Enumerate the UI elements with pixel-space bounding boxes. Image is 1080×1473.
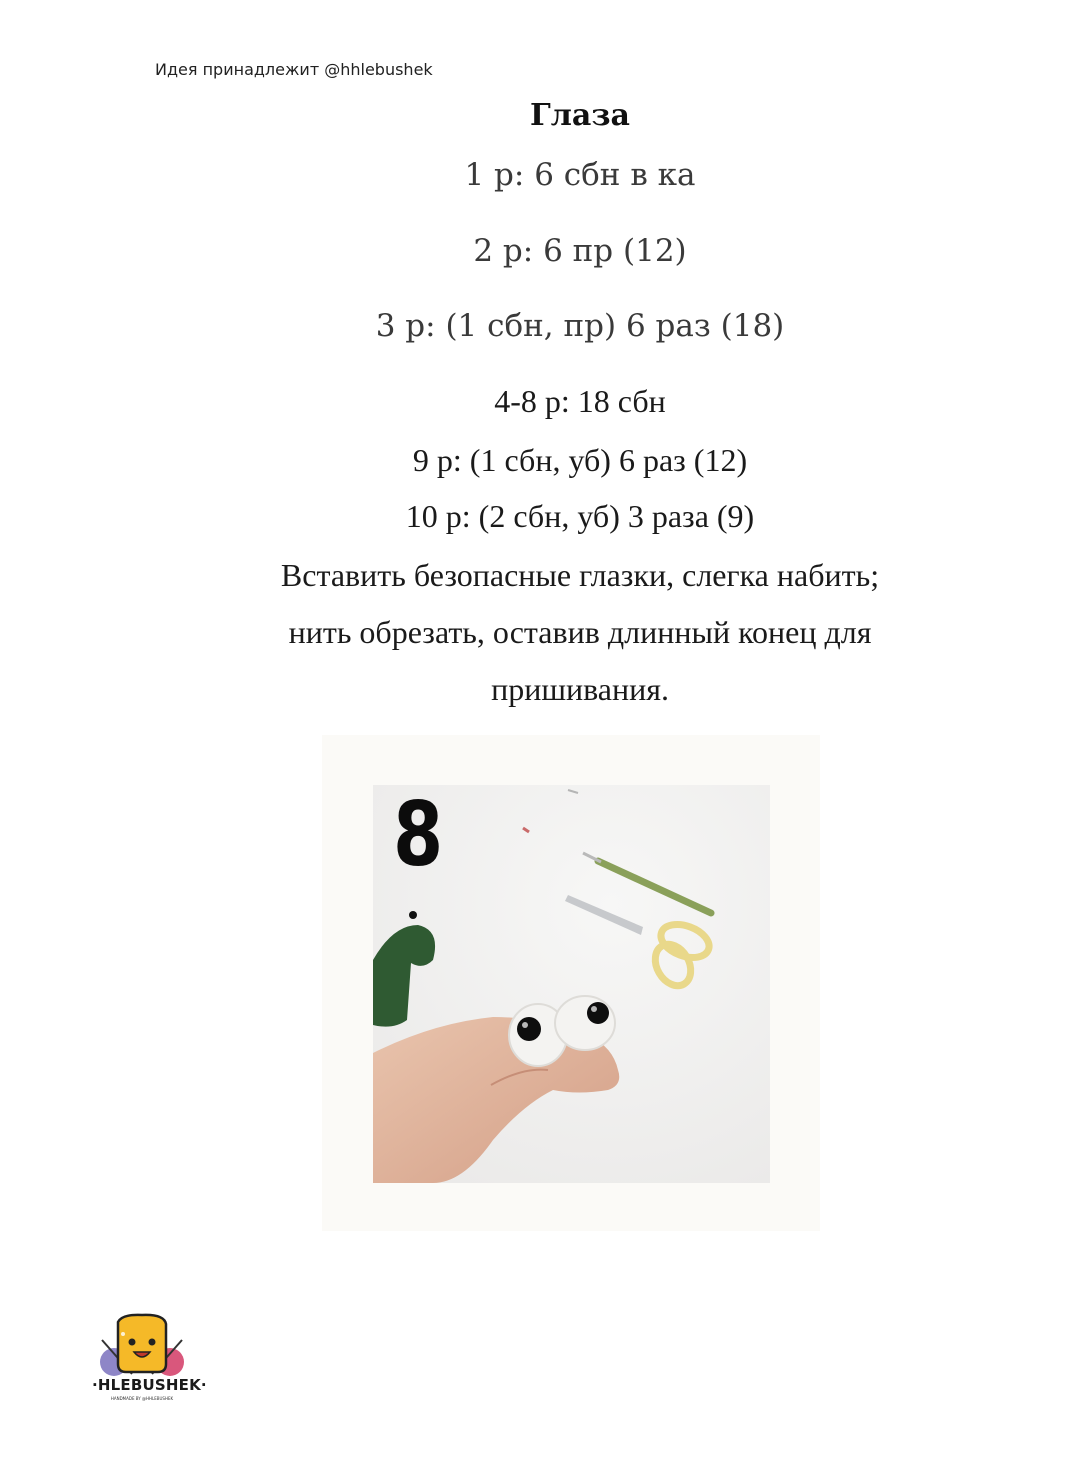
attribution: Идея принадлежит @hhlebushek	[155, 60, 433, 79]
brand-tagline: HANDMADE BY @HHLEBUSHEK	[110, 1396, 174, 1401]
photo-frame	[322, 735, 820, 1231]
step-number: 8	[393, 785, 444, 886]
pattern-row-3: 3 р: (1 сбн, пр) 6 раз (18)	[375, 308, 785, 344]
pattern-row-1: 1 р: 6 сбн в ка	[464, 157, 696, 193]
pattern-row-2: 2 р: 6 пр (12)	[473, 233, 687, 269]
brand-name: ·HLEBUSHEK·	[92, 1376, 207, 1394]
brand-logo	[92, 1312, 207, 1408]
pattern-row-6: 10 р: (2 сбн, уб) 3 раза (9)	[405, 498, 755, 534]
instruction-line-1: Вставить безопасные глазки, слегка набить;	[280, 557, 880, 593]
instruction-line-2: нить обрезать, оставив длинный конец для	[288, 614, 872, 650]
instruction-line-3: пришивания.	[491, 671, 669, 707]
section-title: Глаза	[530, 98, 630, 133]
step-photo	[373, 785, 770, 1183]
pattern-row-5: 9 р: (1 сбн, уб) 6 раз (12)	[412, 442, 748, 478]
pattern-row-4: 4-8 р: 18 сбн	[494, 383, 666, 419]
bread-mascot-icon	[92, 1312, 192, 1378]
